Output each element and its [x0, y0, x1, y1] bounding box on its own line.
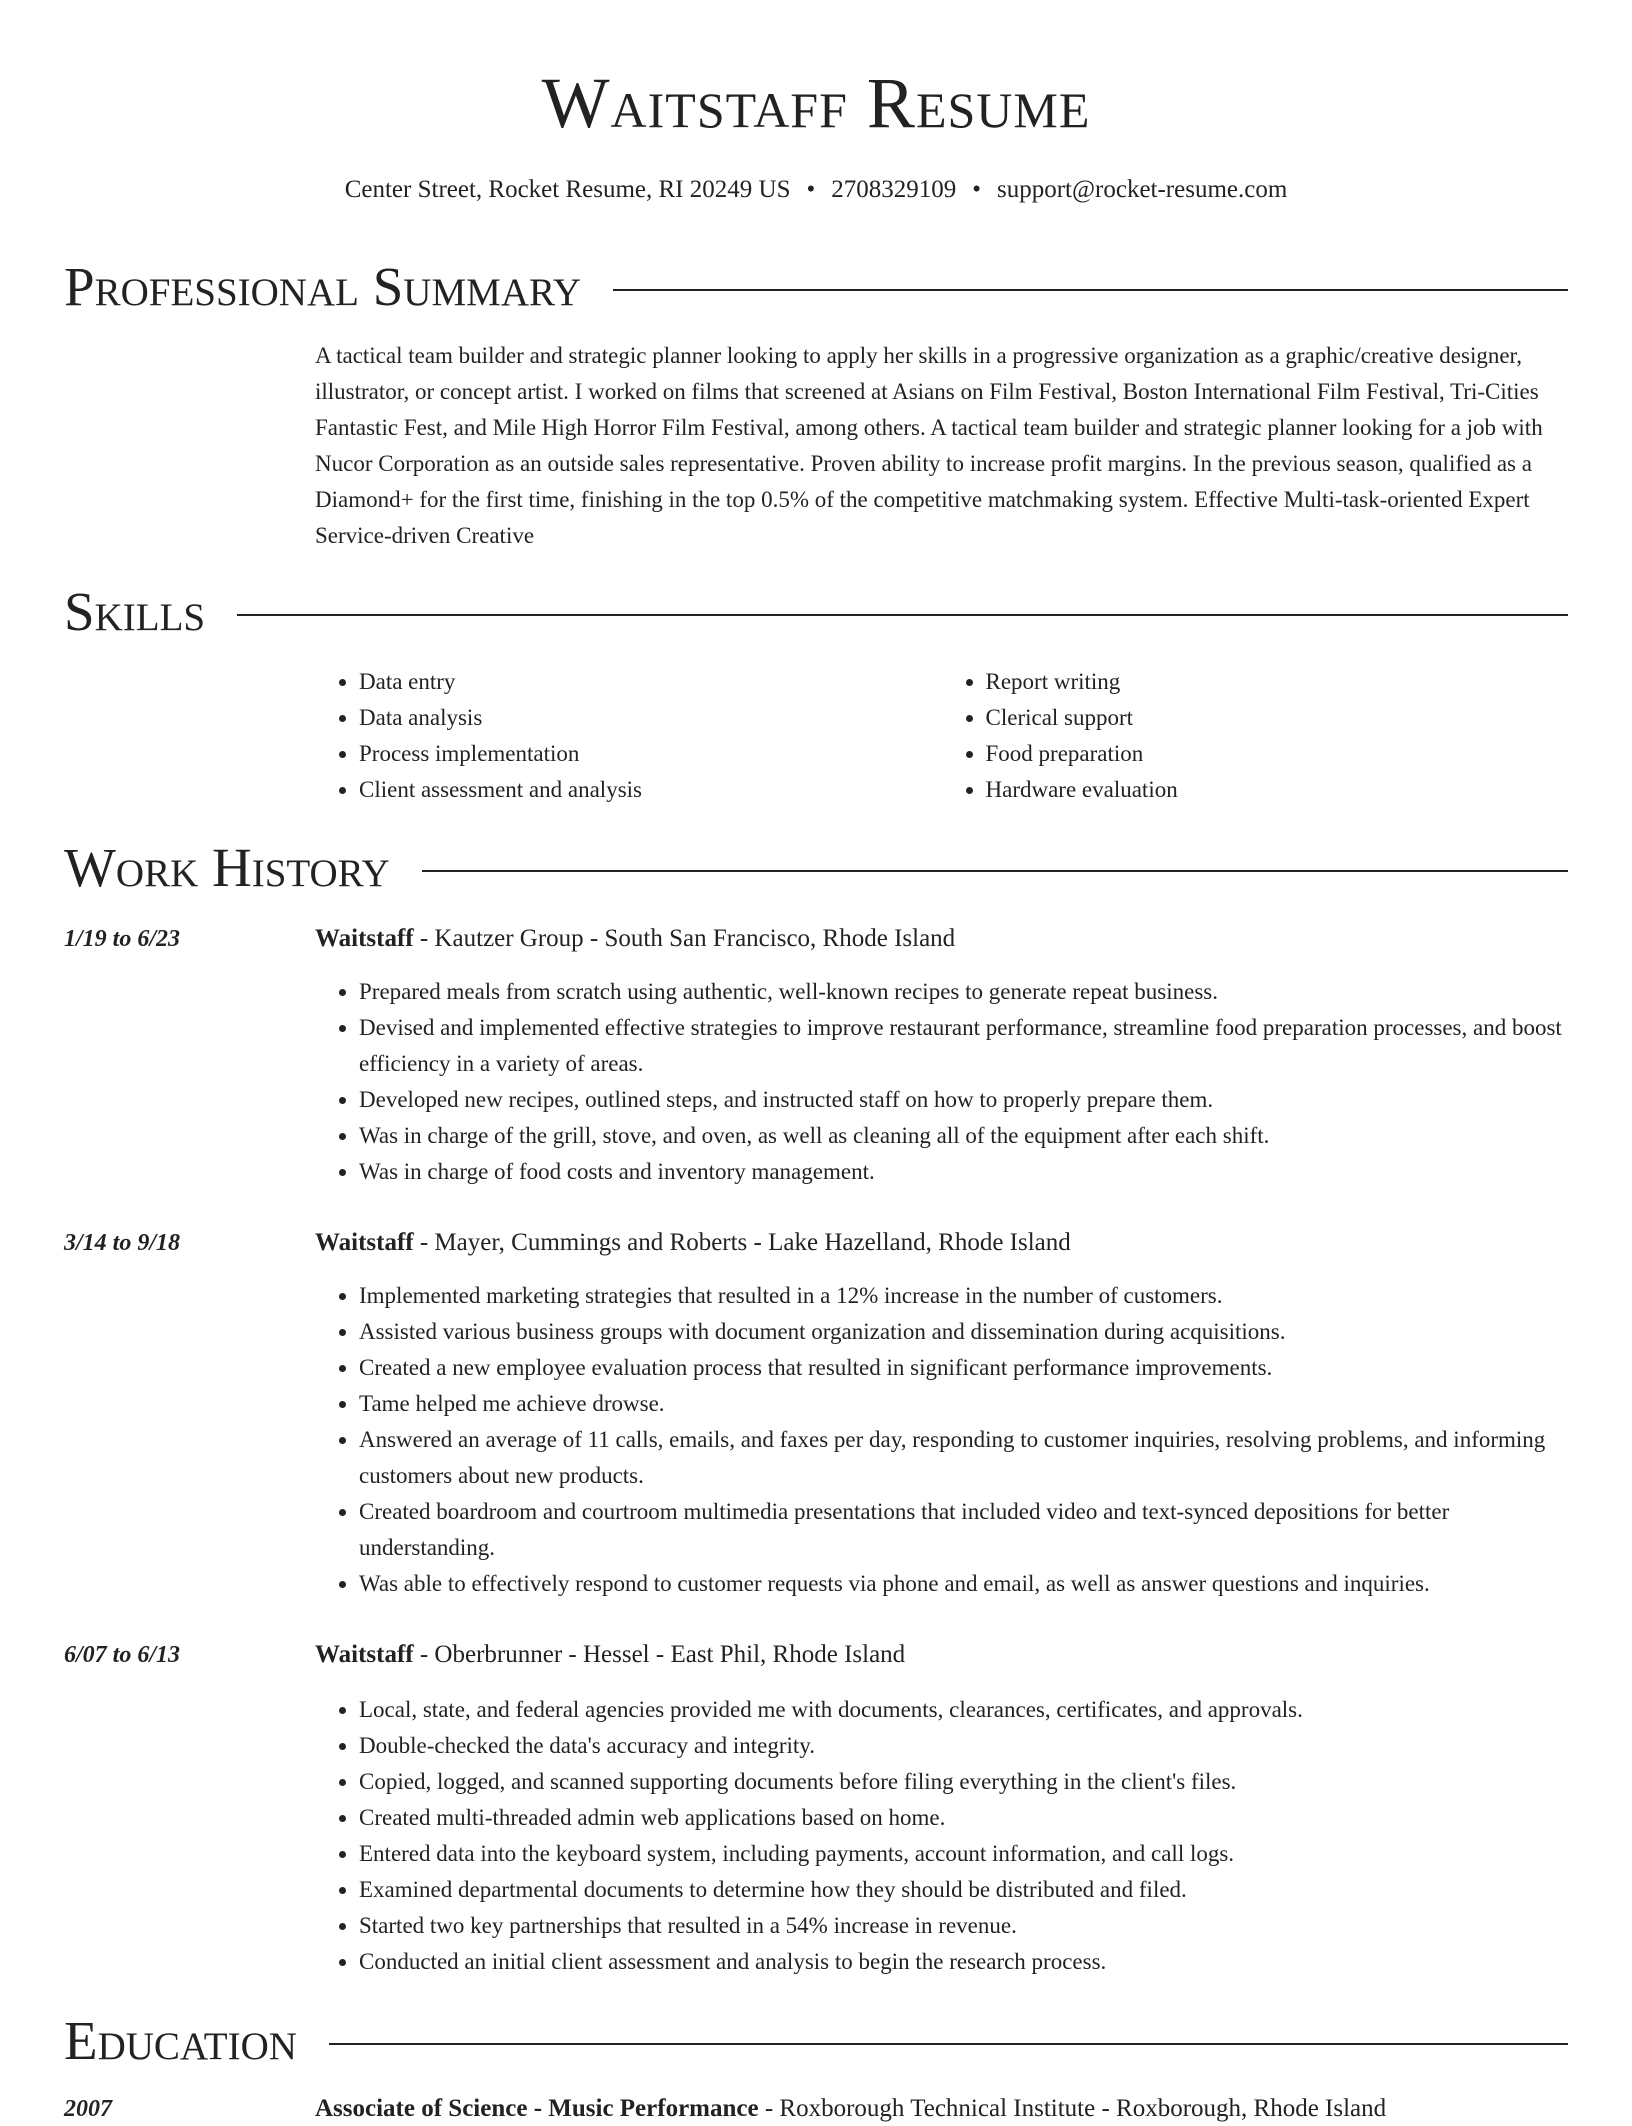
job-bullet: • Tame helped me achieve drowse. [359, 1386, 1568, 1422]
skills-column-left [315, 664, 942, 808]
section-divider [237, 614, 1568, 616]
job-bullets [315, 1278, 1568, 1602]
job-date: 3/14 to 9/18 [64, 1230, 181, 1256]
work-title: Work History [64, 837, 390, 898]
skill-item: • Data entry [359, 664, 942, 700]
resume-name: Waitstaff Resume [541, 63, 1091, 143]
contact-email: support@rocket-resume.com [997, 176, 1288, 203]
skills-title: Skills [64, 581, 206, 642]
contact-line [0, 173, 1632, 207]
education-entry [315, 2092, 1568, 2126]
job-bullet: • Examined departmental documents to determine how they should be distributed and filed. [359, 1872, 1568, 1908]
skill-item: • Hardware evaluation [986, 772, 1569, 808]
job-date: 1/19 to 6/23 [64, 926, 181, 952]
skills-column-right [942, 664, 1569, 808]
summary-title: Professional Summary [64, 256, 582, 317]
work-section-header [64, 836, 1568, 900]
section-divider [422, 870, 1568, 872]
job-bullets [315, 1692, 1568, 1980]
contact-address: Center Street, Rocket Resume, RI 20249 US [344, 176, 791, 203]
skills-section-header [64, 580, 1568, 644]
job-bullet: • Was able to effectively respond to customer requests via phone and email, as well as answer questions and inquiries. [359, 1566, 1568, 1602]
skill-item: • Process implementation [359, 736, 942, 772]
section-divider [329, 2043, 1568, 2045]
job-title [315, 922, 1568, 956]
skill-item: • Data analysis [359, 700, 942, 736]
job-bullet: • Prepared meals from scratch using authentic, well-known recipes to generate repeat business. [359, 974, 1568, 1010]
job-bullet: • Was in charge of the grill, stove, and oven, as well as cleaning all of the equipment after each shift. [359, 1118, 1568, 1154]
skill-item: • Food preparation [986, 736, 1569, 772]
job-bullets [315, 974, 1568, 1190]
job-bullet: • Local, state, and federal agencies provided me with documents, clearances, certificates, and approvals. [359, 1692, 1568, 1728]
contact-phone: 2708329109 [831, 176, 957, 203]
education-section-header [64, 2009, 1568, 2073]
job-role: Waitstaff [315, 1229, 414, 1256]
job-bullet: • Started two key partnerships that resulted in a 54% increase in revenue. [359, 1908, 1568, 1944]
education-degree: Associate of Science - Music Performance [315, 2095, 759, 2122]
job-bullet: • Implemented marketing strategies that resulted in a 12% increase in the number of customers. [359, 1278, 1568, 1314]
job-bullet: • Entered data into the keyboard system, including payments, account information, and call logs. [359, 1836, 1568, 1872]
job-role: Waitstaff [315, 1641, 414, 1668]
job-bullet: • Assisted various business groups with document organization and dissemination during acquisitions. [359, 1314, 1568, 1350]
job-title [315, 1226, 1568, 1260]
job-bullet: • Created boardroom and courtroom multimedia presentations that included video and text-synced depositions for better understanding. [359, 1494, 1568, 1566]
job-bullet: • Double-checked the data's accuracy and integrity. [359, 1728, 1568, 1764]
skill-item: • Clerical support [986, 700, 1569, 736]
job-role: Waitstaff [315, 925, 414, 952]
job-bullet: • Developed new recipes, outlined steps, and instructed staff on how to properly prepare them. [359, 1082, 1568, 1118]
job-bullet: • Conducted an initial client assessment and analysis to begin the research process. [359, 1944, 1568, 1980]
job-bullet: • Devised and implemented effective strategies to improve restaurant performance, streamline food preparation processes, and boost efficiency in a variety of areas. [359, 1010, 1568, 1082]
summary-text: A tactical team builder and strategic planner looking to apply her skills in a progressive organization as a graphic/creative designer, illustrator, or concept artist. I worked on films that screened at Asians on Film Festival, Boston International Film Festival, Tri-Cities Fantastic Fest, and Mile High Horror Film Festival, among others. A tactical team builder and strategic planner looking for a job with Nucor Corporation as an outside sales representative. Proven ability to increase profit margins. In the previous season, qualified as a Diamond+ for the first time, finishing in the top 0.5% of the competitive matchmaking system. Effective Multi-task-oriented Expert Service-driven Creative [315, 343, 1543, 548]
summary-section-header [64, 255, 1568, 319]
job-bullet: • Created multi-threaded admin web applications based on home. [359, 1800, 1568, 1836]
job-bullet: • Copied, logged, and scanned supporting documents before filing everything in the client's files. [359, 1764, 1568, 1800]
education-date: 2007 [64, 2096, 112, 2122]
job-date: 6/07 to 6/13 [64, 1642, 181, 1668]
job-bullet: • Created a new employee evaluation process that resulted in significant performance improvements. [359, 1350, 1568, 1386]
education-details: - Roxborough Technical Institute - Roxborough, Rhode Island [758, 2095, 1387, 2122]
contact-separator: • [972, 176, 981, 203]
skill-item: • Client assessment and analysis [359, 772, 942, 808]
job-title [315, 1638, 1568, 1672]
job-bullet: • Answered an average of 11 calls, emails, and faxes per day, responding to customer inquiries, resolving problems, and informing customers about new products. [359, 1422, 1568, 1494]
skills-list [315, 664, 1568, 808]
job-bullet: • Was in charge of food costs and inventory management. [359, 1154, 1568, 1190]
job-details: - Mayer, Cummings and Roberts - Lake Hazelland, Rhode Island [413, 1229, 1071, 1256]
job-details: - Oberbrunner - Hessel - East Phil, Rhode Island [413, 1641, 906, 1668]
skill-item: • Report writing [986, 664, 1569, 700]
contact-separator: • [806, 176, 816, 203]
education-title: Education [64, 2010, 297, 2071]
job-details: - Kautzer Group - South San Francisco, Rhode Island [413, 925, 956, 952]
section-divider [613, 289, 1568, 291]
